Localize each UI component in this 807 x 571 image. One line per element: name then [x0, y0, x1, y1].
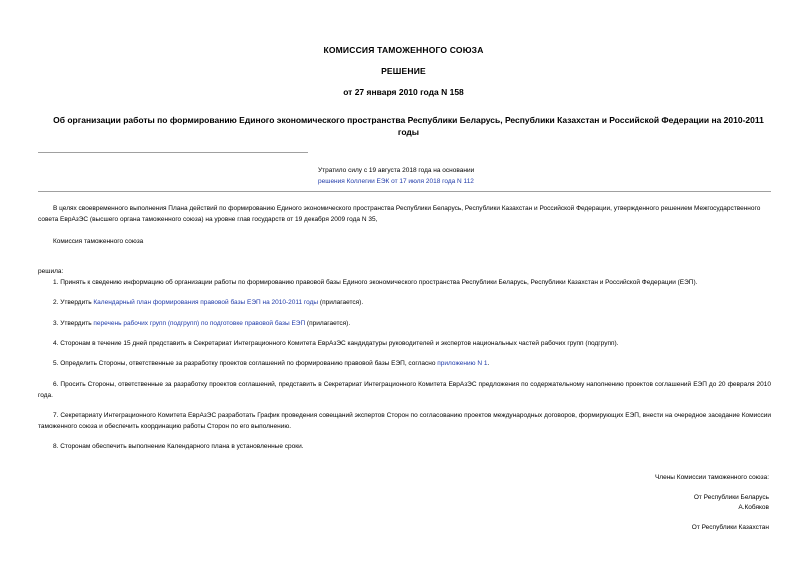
- item-2-suffix: (прилагается).: [318, 299, 364, 306]
- item-4: 4. Сторонам в течение 15 дней представить в Секретариат Интеграционного Комитета ЕврАзЭС кандидатуры руководителей и экспертов национальных частей рабочих групп (подгрупп).: [53, 340, 619, 347]
- item-6: 6. Просить Стороны, ответственные за разработку проектов соглашений, представить в Секретариат Интеграционного Комитета ЕврАзЭС предложения по содержательному наполнению проектов соглашений ЕЭП до 20 февраля 2010 года.: [38, 381, 771, 399]
- item-3-suffix: (прилагается).: [305, 320, 351, 327]
- item-1: 1. Принять к сведению информацию об организации работы по формированию правовой базы Единого экономического пространства Республики Беларусь, Республики Казахстан и Российской Федерации (ЕЭП).: [53, 279, 698, 286]
- divider-short: [38, 152, 308, 153]
- signature-belarus: От Республики Беларусь: [693, 494, 769, 501]
- signature-kazakhstan: От Республики Казахстан: [691, 524, 769, 531]
- members-heading: Члены Комиссии таможенного союза:: [654, 474, 769, 481]
- item-7: 7. Секретариату Интеграционного Комитета ЕврАзЭС разработать График проведения совещаний экспертов Сторон по согласованию проектов международных договоров, формирующих ЕЭП, внести на очередное заседание Комиссии таможенного союза и обеспечить координацию работы Сторон по его выполнению.: [38, 412, 771, 430]
- item-3: [38, 318, 771, 329]
- status-note-text: Утратило силу с 19 августа 2018 года на основании: [318, 167, 475, 174]
- doc-date: от 27 января 2010 года N 158: [343, 87, 464, 97]
- decided-line: решила:: [38, 268, 64, 275]
- org-title: КОМИССИЯ ТАМОЖЕННОГО СОЮЗА: [323, 45, 484, 55]
- item-2: [38, 297, 771, 308]
- calendar-plan-link[interactable]: Календарный план формирования правовой базы ЕЭП на 2010-2011 годы: [93, 299, 319, 306]
- signature-belarus-name: А.Кобяков: [738, 504, 769, 511]
- doc-title: Об организации работы по формированию Единого экономического пространства Республики Беларусь, Республики Казахстан и Российской Федерации на 2010-2011 годы: [53, 115, 764, 137]
- item-5-suffix: .: [487, 360, 490, 367]
- item-2-prefix: 2. Утвердить: [53, 299, 94, 306]
- divider-full: [38, 191, 771, 192]
- item-5-prefix: 5. Определить Стороны, ответственные за разработку проектов соглашений по формированию правовой базы ЕЭП, согласно: [53, 360, 438, 367]
- doc-type: РЕШЕНИЕ: [381, 66, 426, 76]
- status-note: [318, 165, 474, 187]
- commission-line: Комиссия таможенного союза: [53, 238, 144, 245]
- working-groups-link[interactable]: перечень рабочих групп (подгрупп) по подготовке правовой базы ЕЭП: [93, 320, 306, 327]
- item-8: 8. Сторонам обеспечить выполнение Календарного плана в установленные сроки.: [53, 443, 304, 450]
- status-note-link[interactable]: решения Коллегии ЕЭК от 17 июля 2018 года N 112: [318, 178, 474, 185]
- item-3-prefix: 3. Утвердить: [53, 320, 94, 327]
- preamble-paragraph: В целях своевременного выполнения Плана действий по формированию Единого экономического пространства Республики Беларусь, Республики Казахстан и Российской Федерации, утвержденного решением Межгосударственного совета ЕврАзЭС (высшего органа таможенного союза) на уровне глав государств от 19 декабря 2009 года N 35,: [38, 205, 761, 223]
- item-5: [38, 358, 771, 369]
- appendix-1-link[interactable]: приложению N 1: [437, 360, 488, 367]
